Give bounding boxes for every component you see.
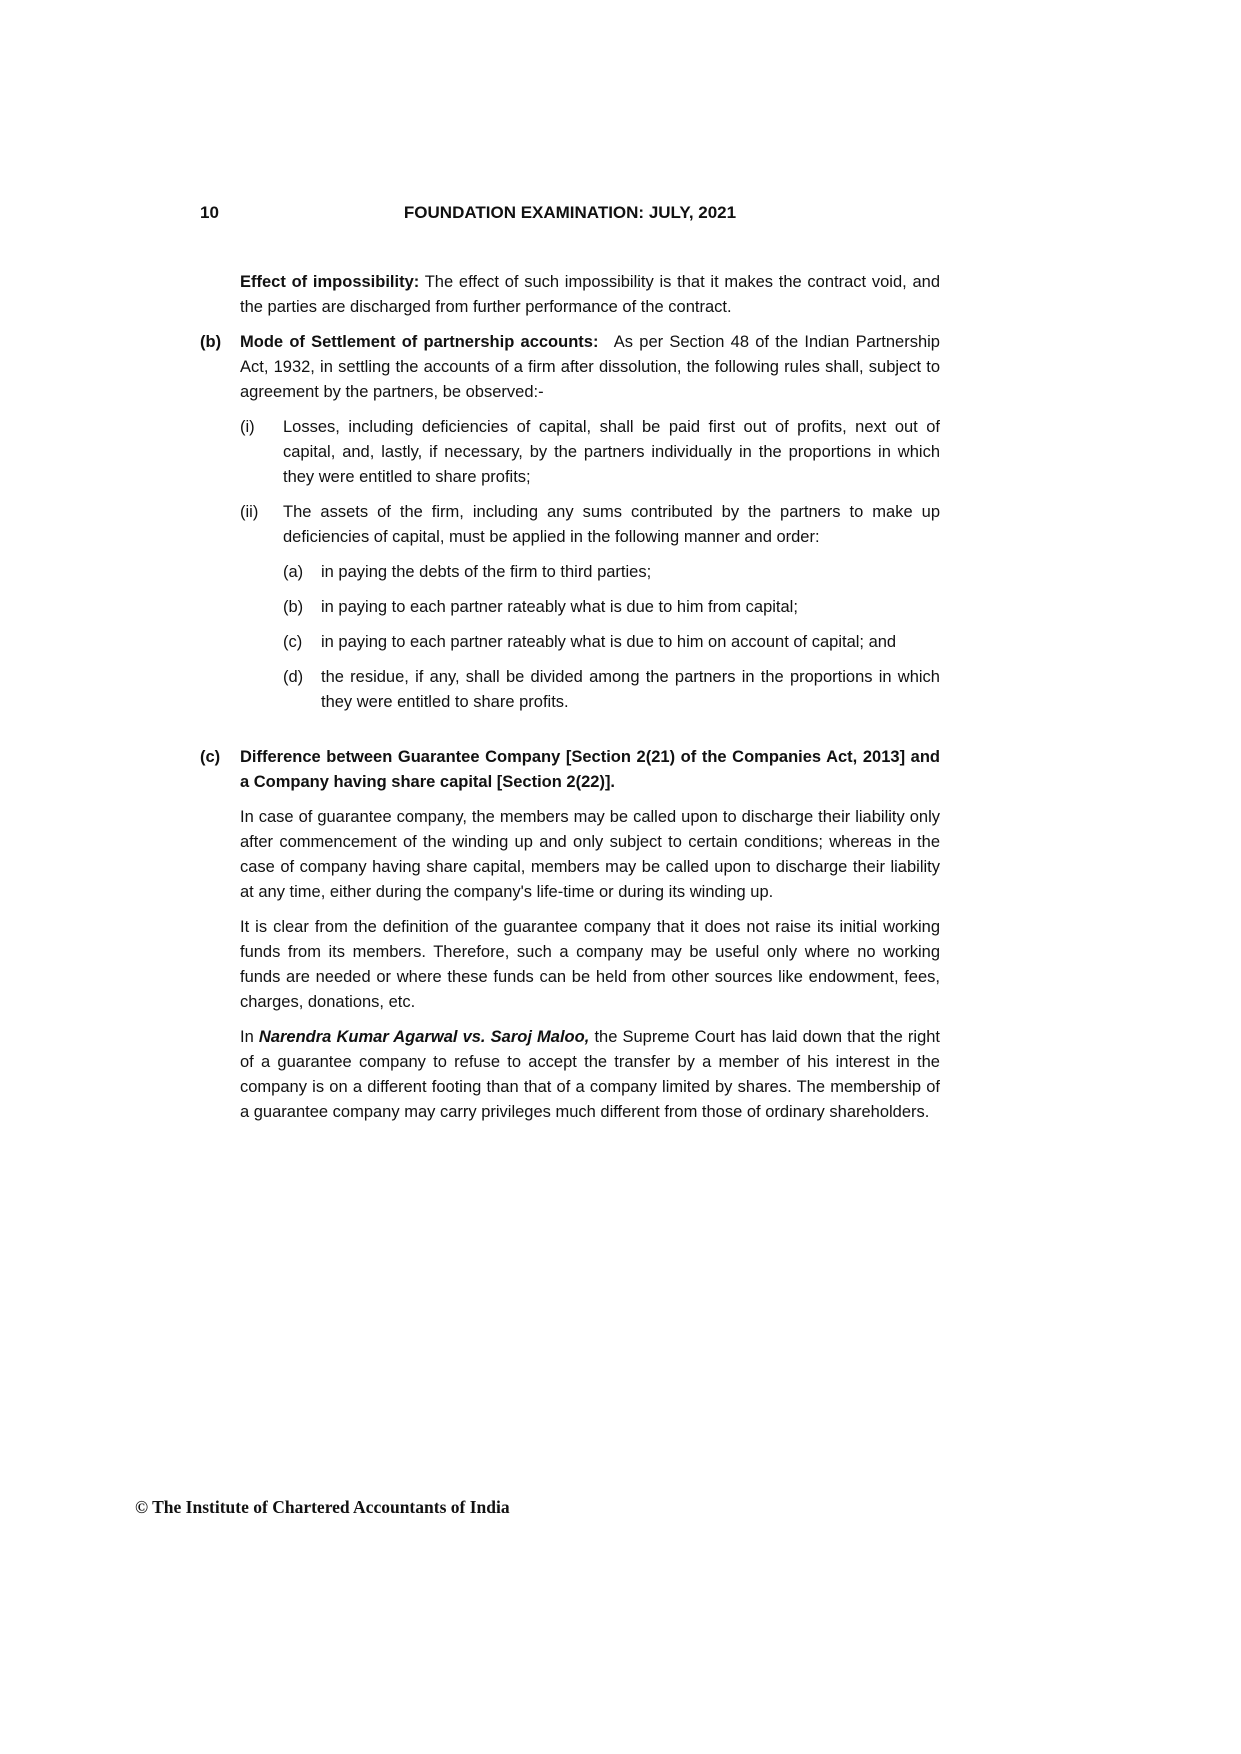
list-item-b-ii xyxy=(240,500,940,725)
item-c-case-paragraph xyxy=(240,1025,940,1125)
item-b-ii-c-text: in paying to each partner rateably what is due to him on account of capital; and xyxy=(321,633,897,651)
list-item-b-ii-b xyxy=(283,595,940,620)
item-b-ii-marker: (ii) xyxy=(240,503,259,521)
item-b-i-text: Losses, including deficiencies of capital, shall be paid first out of profits, next out of capital, and, lastly, if necessary, by the partners individually in the proportions in which they were entitled to share profits; xyxy=(283,418,940,486)
item-b-ii-d-marker: (d) xyxy=(283,668,304,686)
item-b-body xyxy=(240,330,940,735)
item-b-ii-d-body xyxy=(321,665,940,715)
page-number: 10 xyxy=(200,203,219,222)
header-title: FOUNDATION EXAMINATION: JULY, 2021 xyxy=(403,203,737,222)
effect-label: Effect of impossibility: xyxy=(240,273,420,291)
case-name: Narendra Kumar Agarwal vs. Saroj Maloo, xyxy=(258,1028,590,1046)
list-item-b-i xyxy=(240,415,940,490)
copyright-footer: © The Institute of Chartered Accountants of India xyxy=(135,1497,510,1517)
item-b-ii-a-marker: (a) xyxy=(283,563,304,581)
item-c-paragraph-2: It is clear from the definition of the guarantee company that it does not raise its initial working funds from its members. Therefore, such a company may be useful only where no working funds are needed or where these funds can be held from other sources like endowment, fees, charges, donations, etc. xyxy=(240,918,940,1011)
item-b-ii-b-marker: (b) xyxy=(283,598,304,616)
item-b-ii-c-marker: (c) xyxy=(283,633,303,651)
item-b-ii-b-text: in paying to each partner rateably what is due to him from capital; xyxy=(321,598,798,616)
list-item-c xyxy=(200,745,940,1135)
document-content xyxy=(200,270,940,1145)
item-c-body xyxy=(240,745,940,1135)
item-b-paragraph xyxy=(240,330,940,405)
item-b-ii-d-text: the residue, if any, shall be divided among the partners in the proportions in which they were entitled to share profits. xyxy=(321,668,940,711)
list-item-b-ii-a xyxy=(283,560,940,585)
case-text: the Supreme Court has laid down that the right of a guarantee company to refuse to accept the transfer by a member of his interest in the company is on a different footing than that of a company limited by shares. The membership of a guarantee company may carry privileges much different from those of ordinary shareholders. xyxy=(240,1028,941,1121)
item-b-ii-a-text: in paying the debts of the firm to third parties; xyxy=(321,563,652,581)
item-b-ii-b-body xyxy=(321,595,940,620)
item-c-marker: (c) xyxy=(200,748,221,766)
item-c-heading: Difference between Guarantee Company [Section 2(21) of the Companies Act, 2013] and a Company having share capital [Section 2(22)]. xyxy=(240,748,940,791)
effect-text: The effect of such impossibility is that it makes the contract void, and the parties are discharged from further performance of the contract. xyxy=(240,273,940,316)
list-item-b xyxy=(200,330,940,735)
item-b-heading: Mode of Settlement of partnership accounts: xyxy=(240,333,599,351)
case-prefix: In xyxy=(240,1028,254,1046)
item-b-i-body xyxy=(283,415,940,490)
page-header xyxy=(200,203,940,223)
item-b-ii-c-body xyxy=(321,630,940,655)
list-item-b-ii-d xyxy=(283,665,940,715)
item-b-ii-text: The assets of the firm, including any sums contributed by the partners to make up deficiencies of capital, must be applied in the following manner and order: xyxy=(283,503,940,546)
paragraph-effect-of-impossibility xyxy=(240,270,940,320)
item-b-text: As per Section 48 of the Indian Partnership Act, 1932, in settling the accounts of a firm after dissolution, the following rules shall, subject to agreement by the partners, be observed:- xyxy=(240,333,940,401)
item-b-ii-body xyxy=(283,500,940,725)
item-b-i-marker: (i) xyxy=(240,418,255,436)
item-c-paragraph-1: In case of guarantee company, the members may be called upon to discharge their liability only after commencement of the winding up and only subject to certain conditions; whereas in the case of company having share capital, members may be called upon to discharge their liability at any time, either during the company's life-time or during its winding up. xyxy=(240,808,940,901)
list-item-b-ii-c xyxy=(283,630,940,655)
item-b-marker: (b) xyxy=(200,333,222,351)
item-b-ii-a-body xyxy=(321,560,940,585)
